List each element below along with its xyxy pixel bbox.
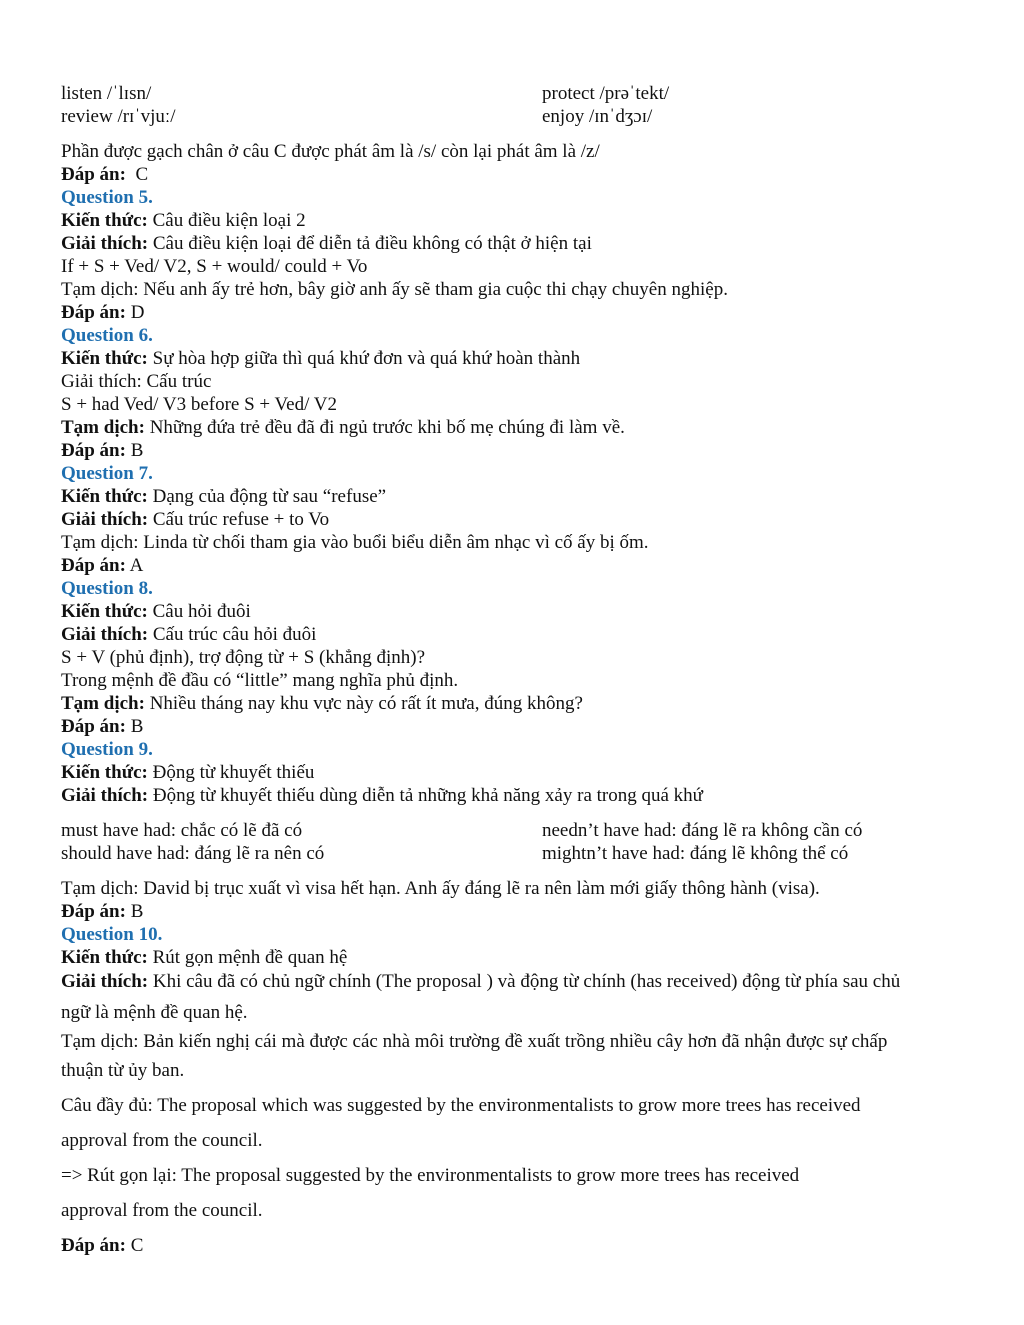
- q5-formula: If + S + Ved/ V2, S + would/ could + Vo: [61, 256, 368, 277]
- q9-modal-1: must have had: chắc có lẽ đã có: [61, 820, 303, 841]
- q7-answer: Đáp án: A: [61, 555, 144, 576]
- q8-explanation: Giải thích: Cấu trúc câu hỏi đuôi: [61, 624, 317, 645]
- q8-formula: S + V (phủ định), trợ động từ + S (khẳng định)?: [61, 647, 426, 668]
- pron-word-2: review /rɪˈvjuː/: [61, 106, 176, 127]
- q5-answer: Đáp án: D: [61, 302, 145, 323]
- q7-explanation: Giải thích: Cấu trúc refuse + to Vo: [61, 509, 330, 530]
- q4-note: Phần được gạch chân ở câu C được phát âm là /s/ còn lại phát âm là /z/: [61, 141, 600, 162]
- pronunciation-table: [61, 82, 961, 128]
- q6-formula: S + had Ved/ V3 before S + Ved/ V2: [61, 394, 337, 415]
- q6-knowledge: Kiến thức: Sự hòa hợp giữa thì quá khứ đơn và quá khứ hoàn thành: [61, 348, 581, 369]
- pron-word-3: protect /prəˈtekt/: [542, 83, 670, 104]
- q8-knowledge: Kiến thức: Câu hỏi đuôi: [61, 601, 251, 622]
- q6-title: Question 6.: [61, 325, 153, 346]
- q9-explanation: Giải thích: Động từ khuyết thiếu dùng diễn tả những khả năng xảy ra trong quá khứ: [61, 785, 703, 806]
- q9-modal-4: mightn’t have had: đáng lẽ không thể có: [542, 843, 849, 864]
- q7-title: Question 7.: [61, 463, 153, 484]
- document-page: [61, 82, 961, 1263]
- q8-note: Trong mệnh đề đầu có “little” mang nghĩa phủ định.: [61, 670, 459, 691]
- q6-answer: Đáp án: B: [61, 440, 144, 461]
- q8-title: Question 8.: [61, 578, 153, 599]
- q6-explanation: Giải thích: Cấu trúc: [61, 371, 212, 392]
- q5-title: Question 5.: [61, 187, 153, 208]
- q9-modal-table: [61, 819, 961, 865]
- q9-modal-3: needn’t have had: đáng lẽ ra không cần có: [542, 820, 863, 841]
- q7-knowledge: Kiến thức: Dạng của động từ sau “refuse”: [61, 486, 387, 507]
- q10-knowledge: Kiến thức: Rút gọn mệnh đề quan hệ: [61, 947, 348, 968]
- pron-word-4: enjoy /ɪnˈdʒɔɪ/: [542, 106, 653, 127]
- q7-translation: Tạm dịch: Linda từ chối tham gia vào buổi biểu diễn âm nhạc vì cố ấy bị ốm.: [61, 532, 649, 553]
- q10-translation: Tạm dịch: Bản kiến nghị cái mà được các nhà môi trường đề xuất trồng nhiều cây hơn đã nhận được sự chấp: [61, 1031, 888, 1052]
- q10-explanation-cont: ngữ là mệnh đề quan hệ.: [61, 1002, 248, 1023]
- q10-title: Question 10.: [61, 924, 163, 945]
- q6-translation: Tạm dịch: Những đứa trẻ đều đã đi ngủ trước khi bố mẹ chúng đi làm về.: [61, 417, 625, 438]
- q10-reduced-sentence: => Rút gọn lại: The proposal suggested by the environmentalists to grow more trees has received: [61, 1165, 800, 1186]
- q10-translation-cont: thuận từ ủy ban.: [61, 1060, 185, 1081]
- q9-title: Question 9.: [61, 739, 153, 760]
- q9-answer: Đáp án: B: [61, 901, 144, 922]
- q5-explanation: Giải thích: Câu điều kiện loại để diễn tả điều không có thật ở hiện tại: [61, 233, 592, 254]
- q10-answer: Đáp án: C: [61, 1235, 144, 1256]
- pron-word-1: listen /ˈlɪsn/: [61, 83, 152, 104]
- q9-knowledge: Kiến thức: Động từ khuyết thiếu: [61, 762, 315, 783]
- q4-answer: Đáp án: C: [61, 164, 149, 185]
- q8-translation: Tạm dịch: Nhiều tháng nay khu vực này có rất ít mưa, đúng không?: [61, 693, 583, 714]
- q10-reduced-sentence-cont: approval from the council.: [61, 1200, 263, 1221]
- q5-knowledge: Kiến thức: Câu điều kiện loại 2: [61, 210, 306, 231]
- q10-explanation: Giải thích: Khi câu đã có chủ ngữ chính (The proposal ) và động từ chính (has received) động từ phía sau chủ: [61, 971, 901, 992]
- q9-modal-2: should have had: đáng lẽ ra nên có: [61, 843, 325, 864]
- q10-full-sentence-cont: approval from the council.: [61, 1130, 263, 1151]
- q9-translation: Tạm dịch: David bị trục xuất vì visa hết hạn. Anh ấy đáng lẽ ra nên làm mới giấy thông hành (visa).: [61, 878, 820, 899]
- q10-full-sentence: Câu đầy đủ: The proposal which was suggested by the environmentalists to grow more trees has received: [61, 1095, 861, 1116]
- q5-translation: Tạm dịch: Nếu anh ấy trẻ hơn, bây giờ anh ấy sẽ tham gia cuộc thi chạy chuyên nghiệp.: [61, 279, 728, 300]
- q8-answer: Đáp án: B: [61, 716, 144, 737]
